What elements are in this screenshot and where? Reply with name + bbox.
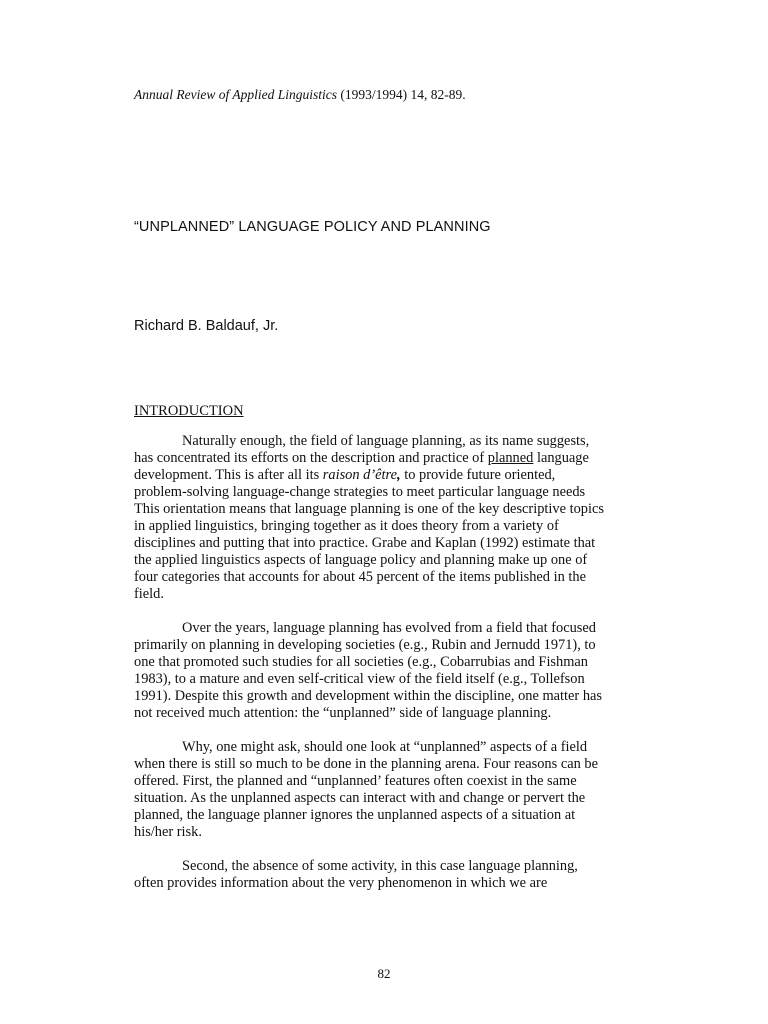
text-line: Over the years, language planning has evolved from a field that focused <box>182 620 596 636</box>
text-line: Naturally enough, the field of language planning, as its name suggests, <box>182 433 590 449</box>
text-line: Why, one might ask, should one look at “unplanned” aspects of a field <box>182 739 588 755</box>
text-line <box>134 467 634 484</box>
text-line: four categories that accounts for about 45 percent of the items published in the <box>134 569 586 585</box>
journal-citation <box>134 85 466 105</box>
text-line: offered. First, the planned and “unplanned’ features often coexist in the same <box>134 773 577 789</box>
text-line: often provides information about the very phenomenon in which we are <box>134 875 548 891</box>
text-line: This orientation means that language planning is one of the key descriptive topics <box>134 501 604 517</box>
author-name: Richard B. Baldauf, Jr. <box>134 318 279 334</box>
text-line: Second, the absence of some activity, in this case language planning, <box>182 858 578 874</box>
italic-phrase: raison d’être <box>322 467 397 483</box>
text-line: planned, the language planner ignores the unplanned aspects of a situation at <box>134 807 576 823</box>
text-line: field. <box>134 586 164 602</box>
text-line: in applied linguistics, bringing together as it does theory from a variety of <box>134 518 559 534</box>
text-line: problem-solving language-change strategies to meet particular language needs <box>134 484 586 500</box>
italic-comma: , <box>397 467 401 483</box>
text-line: 1983), to a mature and even self-critical view of the field itself (e.g., Tollefson <box>134 671 585 687</box>
paragraph-1 <box>134 433 634 603</box>
text-run: to provide future oriented, <box>400 467 556 483</box>
text-line: primarily on planning in developing societies (e.g., Rubin and Jernudd 1971), to <box>134 637 596 653</box>
body-text <box>134 433 634 909</box>
underlined-word: planned <box>487 450 534 466</box>
text-line: the applied linguistics aspects of language policy and planning make up one of <box>134 552 588 568</box>
citation-details: (1993/1994) 14, 82-89. <box>336 87 466 102</box>
text-line: disciplines and putting that into practice. Grabe and Kaplan (1992) estimate that <box>134 535 596 551</box>
section-heading-introduction: INTRODUCTION <box>134 403 244 419</box>
text-line: not received much attention: the “unplanned” side of language planning. <box>134 705 552 721</box>
text-run: has concentrated its efforts on the description and practice of <box>134 450 488 466</box>
text-line: when there is still so much to be done in the planning arena. Four reasons can be <box>134 756 598 772</box>
text-line: his/her risk. <box>134 824 202 840</box>
paragraph-4 <box>134 858 634 892</box>
text-line: 1991). Despite this growth and development within the discipline, one matter has <box>134 688 602 704</box>
paragraph-3 <box>134 739 634 841</box>
article-title: “UNPLANNED” LANGUAGE POLICY AND PLANNING <box>134 219 491 235</box>
journal-name: Annual Review of Applied Linguistics <box>134 87 337 102</box>
text-run: development. This is after all its <box>134 467 323 483</box>
text-line <box>134 450 634 467</box>
text-line: one that promoted such studies for all societies (e.g., Cobarrubias and Fishman <box>134 654 589 670</box>
text-line: situation. As the unplanned aspects can interact with and change or pervert the <box>134 790 586 806</box>
text-run: language <box>533 450 589 466</box>
page-number: 82 <box>377 966 391 981</box>
paragraph-2 <box>134 620 634 722</box>
